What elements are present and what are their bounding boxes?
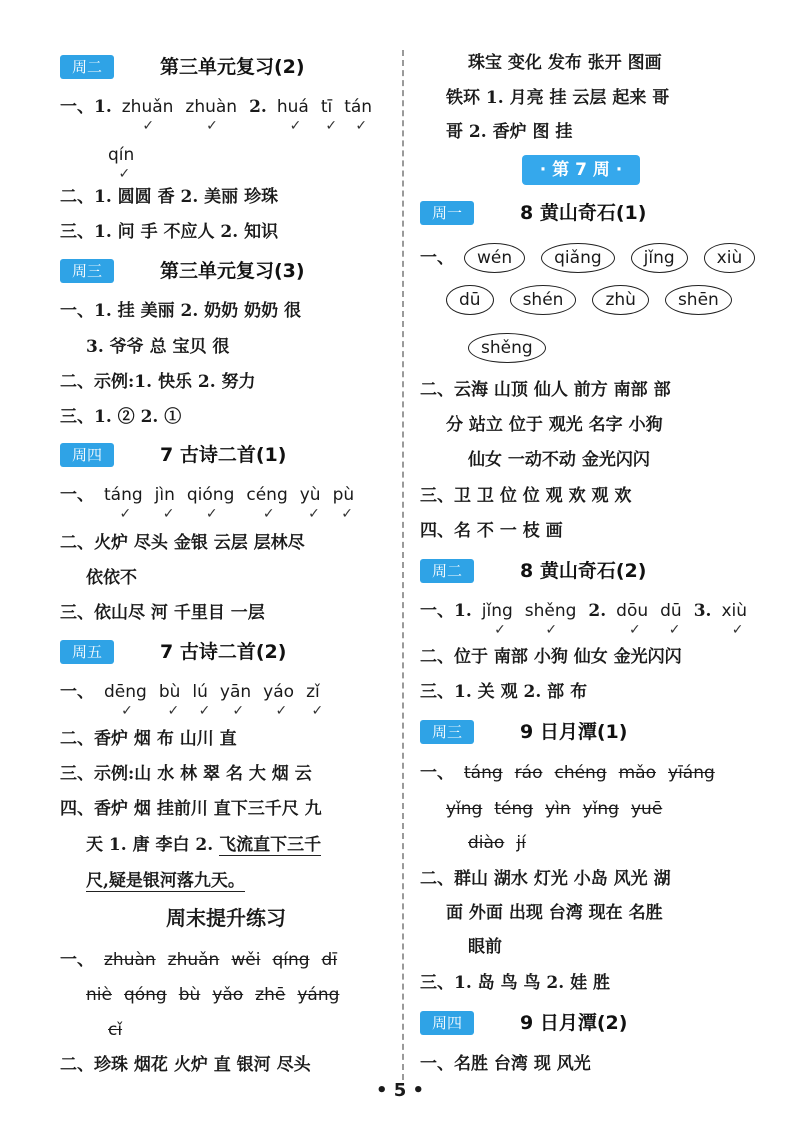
answer-line (86, 980, 351, 1010)
pinyin-item: huá ✓ (277, 97, 309, 117)
pinyin-item: qióng ✓ (187, 485, 234, 505)
answer-line: 一、名胜 台湾 现 风光 (420, 1054, 591, 1074)
section-title: 第三单元复习(3) (160, 260, 305, 282)
struck-pinyin-item: táng (464, 763, 503, 783)
pinyin-item: tán ✓ (344, 97, 372, 117)
day-badge: 周二 (420, 559, 474, 583)
day-badge: 周五 (60, 640, 114, 664)
answer-line (108, 1015, 134, 1045)
answer-line: 一、1. 挂 美丽 2. 奶奶 奶奶 很 (60, 301, 302, 321)
page-number: • 5 • (375, 1080, 425, 1101)
week-banner: · 第 7 周 · (522, 155, 640, 185)
pinyin-item: shěng ✓ (525, 601, 577, 621)
answer-line (468, 828, 538, 858)
answer-line: 三、示例:山 水 林 翠 名 大 烟 云 (60, 764, 312, 784)
circled-pinyin-item: dū (446, 285, 494, 315)
pinyin-item: táng ✓ (104, 485, 143, 505)
circled-pinyin-item: zhù (592, 285, 648, 315)
struck-pinyin-item: mǎo (618, 763, 657, 783)
day-badge: 周三 (420, 720, 474, 744)
struck-pinyin-item: zhuàn (104, 950, 156, 970)
section-title: 7 古诗二首(1) (160, 444, 287, 466)
pinyin-item: bù ✓ (159, 682, 181, 702)
answer-line: 珠宝 变化 发布 张开 图画 (468, 53, 662, 73)
answer-line (420, 758, 727, 788)
struck-pinyin-item: yǐng (582, 799, 619, 819)
section-title: 9 日月潭(2) (520, 1012, 628, 1034)
underlined-answer: 飞流直下三千 (219, 835, 322, 855)
circled-pinyin-item: qiǎng (541, 243, 615, 273)
answer-line: 三、1. 问 手 不应人 2. 知识 (60, 222, 279, 242)
struck-pinyin-item: zhē (255, 985, 286, 1005)
section-title: 9 日月潭(1) (520, 721, 628, 743)
pinyin-item: xiù ✓ (721, 601, 747, 621)
answer-line (446, 285, 748, 315)
answer-line: 分 站立 位于 观光 名字 小狗 (446, 415, 663, 435)
column-divider (402, 50, 404, 1080)
answer-line (468, 333, 562, 363)
answer-line: 铁环 1. 月亮 挂 云层 起来 哥 (446, 88, 670, 108)
struck-pinyin-item: qóng (123, 985, 167, 1005)
struck-pinyin-item: diào (468, 833, 505, 853)
answer-line (60, 92, 384, 122)
pinyin-item: zhuàn ✓ (185, 97, 237, 117)
answer-line: 二、位于 南部 小狗 仙女 金光闪闪 (420, 647, 682, 667)
answer-line (108, 140, 146, 170)
section-header (60, 440, 400, 470)
pinyin-item: zǐ ✓ (306, 682, 320, 702)
pinyin-item: dēng ✓ (104, 682, 147, 702)
pinyin-item: dōu ✓ (616, 601, 648, 621)
pinyin-item: pù ✓ (333, 485, 355, 505)
question-number: 3. (693, 601, 712, 621)
struck-pinyin-item: yáng (297, 985, 340, 1005)
day-badge: 周一 (420, 201, 474, 225)
question-number: 一、 (60, 950, 94, 970)
circled-pinyin-item: jǐng (631, 243, 688, 273)
struck-pinyin-item: chéng (554, 763, 607, 783)
question-number: 一、 (60, 682, 94, 702)
answer-line (60, 480, 366, 510)
pinyin-item: yān ✓ (220, 682, 251, 702)
answer-line: 眼前 (468, 937, 502, 957)
question-number: 一、1. (420, 601, 472, 621)
struck-pinyin-item: yuē (630, 799, 663, 819)
section-title: 7 古诗二首(2) (160, 641, 287, 663)
circled-pinyin-item: wén (464, 243, 525, 273)
answer-line: 二、示例:1. 快乐 2. 努力 (60, 372, 256, 392)
pinyin-item: lú ✓ (192, 682, 208, 702)
day-badge: 周四 (420, 1011, 474, 1035)
struck-pinyin-item: yìn (545, 799, 571, 819)
answer-line: 3. 爷爷 总 宝贝 很 (86, 337, 230, 357)
section-header (60, 637, 400, 667)
question-number: 2. (588, 601, 607, 621)
section-header (60, 52, 400, 82)
struck-pinyin-item: ráo (514, 763, 543, 783)
circled-pinyin-item: shēn (665, 285, 732, 315)
answer-line: 三、1. ② 2. ① (60, 407, 182, 427)
day-badge: 周四 (60, 443, 114, 467)
section-header (420, 1008, 760, 1038)
question-number: 一、 (60, 485, 94, 505)
answer-line (420, 243, 771, 273)
answer-line (446, 794, 674, 824)
section-title: 8 黄山奇石(1) (520, 202, 647, 224)
answer-line: 依依不 (86, 568, 137, 588)
circled-pinyin-item: shén (510, 285, 577, 315)
answer-line: 三、1. 关 观 2. 部 布 (420, 682, 588, 702)
day-badge: 周二 (60, 55, 114, 79)
struck-pinyin-item: téng (494, 799, 534, 819)
answer-line: 二、1. 圆圆 香 2. 美丽 珍珠 (60, 187, 279, 207)
answer-line (86, 830, 321, 860)
answer-line: 四、香炉 烟 挂前川 直下三千尺 九 (60, 799, 322, 819)
answer-line: 哥 2. 香炉 图 挂 (446, 122, 573, 142)
answer-line (86, 866, 245, 896)
struck-pinyin-item: bù (178, 985, 201, 1005)
circled-pinyin-item: shěng (468, 333, 546, 363)
question-number: 一、1. (60, 97, 112, 117)
answer-line: 三、卫 卫 位 位 观 欢 观 欢 (420, 486, 632, 506)
pinyin-item: jìn ✓ (155, 485, 175, 505)
question-number: 2. (249, 97, 267, 117)
answer-line: 仙女 一动不动 金光闪闪 (468, 450, 650, 470)
answer-line (420, 596, 759, 626)
answer-line (60, 945, 349, 975)
answer-line: 二、香炉 烟 布 山川 直 (60, 729, 237, 749)
struck-pinyin-item: dī (321, 950, 338, 970)
pinyin-item: zhuǎn ✓ (122, 97, 174, 117)
answer-line: 二、云海 山顶 仙人 前方 南部 部 (420, 380, 671, 400)
answer-line: 三、1. 岛 鸟 鸟 2. 娃 胜 (420, 973, 611, 993)
struck-pinyin-item: yīáng (668, 763, 715, 783)
section-header (420, 556, 760, 586)
answer-line: 二、群山 湖水 灯光 小岛 风光 湖 (420, 869, 671, 889)
struck-pinyin-item: yǐng (446, 799, 483, 819)
answer-line: 面 外面 出现 台湾 现在 名胜 (446, 903, 663, 923)
answer-line: 二、珍珠 烟花 火炉 直 银河 尽头 (60, 1055, 311, 1075)
section-header (60, 256, 400, 286)
struck-pinyin-item: yǎo (212, 985, 244, 1005)
section-header (420, 717, 760, 747)
struck-pinyin-item: jí (516, 833, 526, 853)
section-title: 8 黄山奇石(2) (520, 560, 647, 582)
pinyin-item: céng ✓ (246, 485, 287, 505)
weekend-title: 周末提升练习 (166, 906, 286, 930)
underlined-answer: 尺,疑是银河落九天。 (86, 871, 245, 891)
pinyin-item: dū ✓ (660, 601, 682, 621)
section-title: 第三单元复习(2) (160, 56, 305, 78)
question-number: 一、 (420, 763, 454, 783)
answer-line (60, 677, 332, 707)
answer-line: 二、火炉 尽头 金银 云层 层林尽 (60, 533, 305, 553)
answer-line: 四、名 不 一 枝 画 (420, 521, 563, 541)
answer-line: 三、依山尽 河 千里目 一层 (60, 603, 265, 623)
section-header (420, 198, 760, 228)
answer-text: 天 1. 唐 李白 2. (86, 835, 220, 855)
struck-pinyin-item: cǐ (108, 1020, 123, 1040)
question-number: 一、 (420, 248, 454, 268)
circled-pinyin-item: xiù (704, 243, 756, 273)
pinyin-item: tī ✓ (321, 97, 332, 117)
day-badge: 周三 (60, 259, 114, 283)
pinyin-item: yù ✓ (300, 485, 321, 505)
pinyin-item: qín ✓ (108, 145, 134, 165)
pinyin-item: yáo ✓ (263, 682, 294, 702)
struck-pinyin-item: wěi (231, 950, 261, 970)
pinyin-item: jǐng ✓ (482, 601, 513, 621)
struck-pinyin-item: qíng (272, 950, 310, 970)
struck-pinyin-item: zhuǎn (167, 950, 220, 970)
struck-pinyin-item: niè (86, 985, 112, 1005)
